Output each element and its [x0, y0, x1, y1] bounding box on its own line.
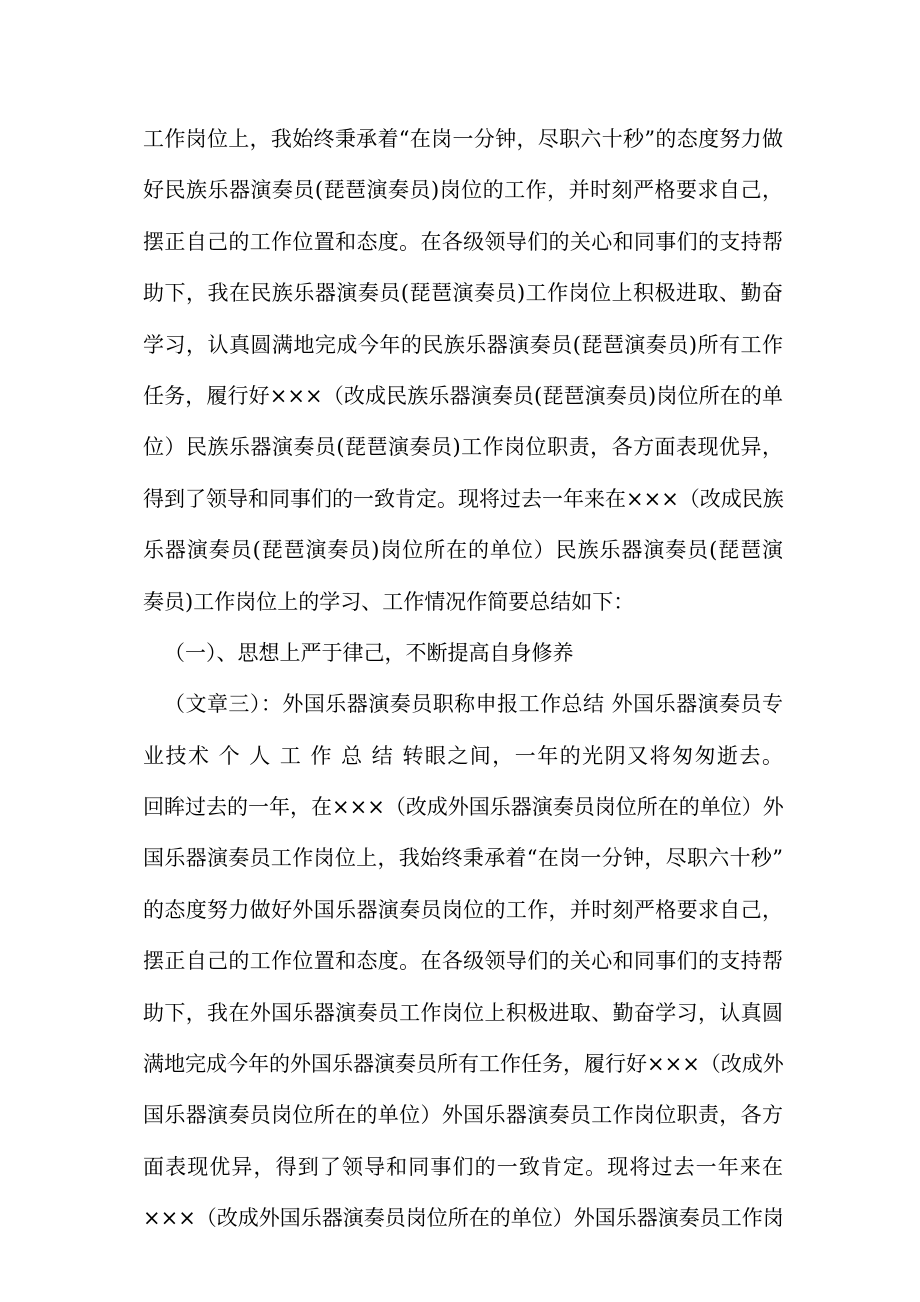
text-line: 助下，我在外国乐器演奏员工作岗位上积极进取、勤奋学习，认真圆 — [143, 1000, 783, 1025]
text-line: 学习，认真圆满地完成今年的民族乐器演奏员(琵琶演奏员)所有工作 — [143, 332, 783, 357]
text-line: ×××（改成外国乐器演奏员岗位所在的单位）外国乐器演奏员工作岗 — [143, 1206, 784, 1231]
text-line: 摆正自己的工作位置和态度。在各级领导们的关心和同事们的支持帮 — [143, 949, 783, 974]
text-line: 国乐器演奏员工作岗位上，我始终秉承着“在岗一分钟，尽职六十秒” — [143, 846, 783, 871]
article-heading-line: （文章三）：外国乐器演奏员职称申报工作总结 外国乐器演奏员专 — [164, 692, 783, 717]
text-line: 业技术 个 人 工 作 总 结 转眼之间，一年的光阴又将匆匆逝去。 — [143, 743, 783, 768]
text-line: 工作岗位上，我始终秉承着“在岗一分钟，尽职六十秒”的态度努力做 — [143, 127, 783, 151]
text-line: 任务，履行好×××（改成民族乐器演奏员(琵琶演奏员)岗位所在的单 — [143, 383, 783, 408]
text-line: 国乐器演奏员岗位所在的单位）外国乐器演奏员工作岗位职责，各方 — [143, 1103, 783, 1128]
text-line: 满地完成今年的外国乐器演奏员所有工作任务，履行好×××（改成外 — [143, 1052, 784, 1077]
section-heading: （一）、思想上严于律己，不断提高自身修养 — [164, 640, 574, 665]
text-line: 好民族乐器演奏员(琵琶演奏员)岗位的工作，并时刻严格要求自己， — [143, 178, 783, 203]
text-line: 回眸过去的一年，在×××（改成外国乐器演奏员岗位所在的单位）外 — [143, 795, 784, 820]
text-line: 得到了领导和同事们的一致肯定。现将过去一年来在×××（改成民族 — [143, 486, 784, 511]
text-line: 位）民族乐器演奏员(琵琶演奏员)工作岗位职责，各方面表现优异， — [143, 435, 783, 460]
document-body — [143, 114, 783, 1245]
text-line: 的态度努力做好外国乐器演奏员岗位的工作，并时刻严格要求自己， — [143, 897, 783, 922]
text-line: 奏员)工作岗位上的学习、工作情况作简要总结如下： — [143, 589, 635, 614]
text-line: 摆正自己的工作位置和态度。在各级领导们的关心和同事们的支持帮 — [143, 229, 783, 254]
text-line: 乐器演奏员(琵琶演奏员)岗位所在的单位）民族乐器演奏员(琵琶演 — [143, 538, 783, 563]
text-line: 助下，我在民族乐器演奏员(琵琶演奏员)工作岗位上积极进取、勤奋 — [143, 281, 783, 306]
text-line: 面表现优异，得到了领导和同事们的一致肯定。现将过去一年来在 — [143, 1154, 783, 1179]
